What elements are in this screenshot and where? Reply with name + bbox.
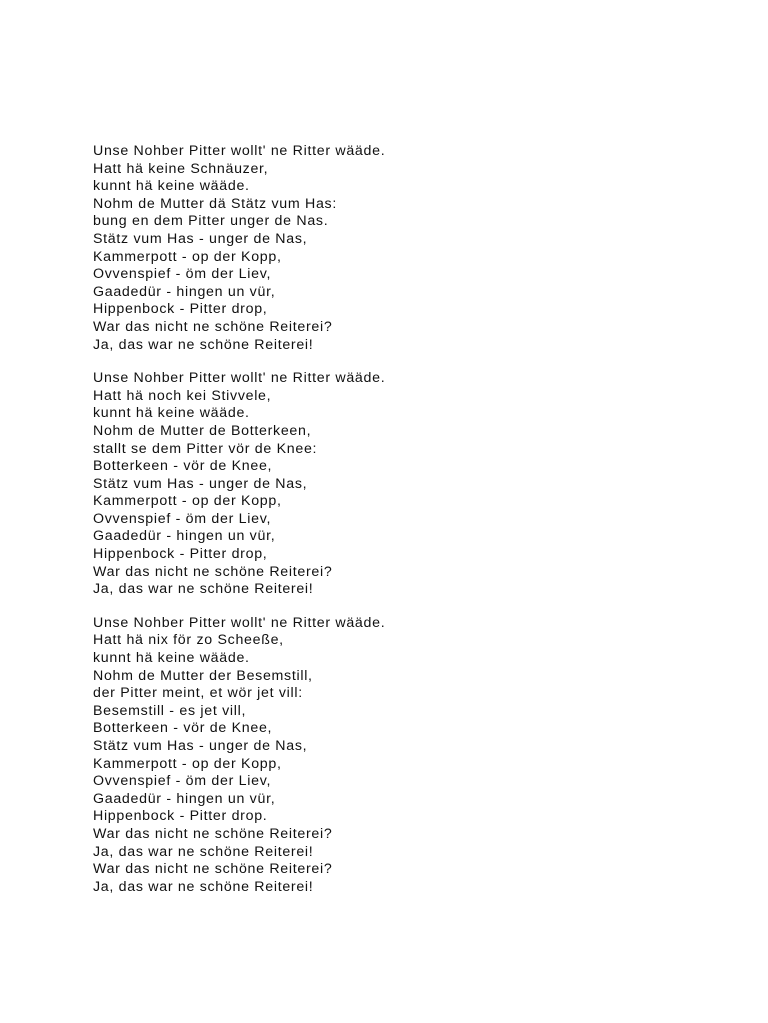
lyric-line: Nohm de Mutter der Besemstill, — [93, 667, 313, 684]
lyric-line: Unse Nohber Pitter wollt' ne Ritter wääde. — [93, 143, 386, 159]
lyric-line: Nohm de Mutter dä Stätz vum Has: — [93, 195, 337, 212]
lyric-line: Kammerpott - op der Kopp, — [93, 755, 282, 772]
lyric-line: Hippenbock - Pitter drop. — [93, 808, 268, 825]
lyric-line: Nohm de Mutter de Botterkeen, — [93, 422, 312, 439]
lyric-line: Unse Nohber Pitter wollt' ne Ritter wääde. — [93, 370, 386, 387]
lyric-line: Botterkeen - vör de Knee, — [93, 458, 273, 475]
lyric-line: kunnt hä keine wääde. — [93, 405, 250, 422]
lyric-line: Stätz vum Has - unger de Nas, — [93, 230, 308, 247]
lyric-line: War das nicht ne schöne Reiterei? — [93, 825, 333, 842]
lyric-line: Ovvenspief - öm der Liev, — [93, 266, 272, 283]
lyric-line: Hippenbock - Pitter drop, — [93, 546, 268, 563]
stanza — [93, 143, 713, 354]
lyric-line: War das nicht ne schöne Reiterei? — [93, 318, 333, 335]
lyric-line: Gaadedür - hingen un vür, — [93, 790, 276, 807]
lyric-line: Hippenbock - Pitter drop, — [93, 301, 268, 318]
lyric-line: Besemstill - es jet vill, — [93, 702, 247, 719]
lyric-line: Hatt hä nix för zo Scheeße, — [93, 632, 284, 649]
lyric-line: bung en dem Pitter unger de Nas. — [93, 213, 329, 230]
lyric-line: Botterkeen - vör de Knee, — [93, 720, 273, 737]
lyric-line: Ja, das war ne schöne Reiterei! — [93, 843, 314, 860]
lyric-line: Hatt hä noch kei Stivvele, — [93, 387, 272, 404]
stanza — [93, 615, 713, 897]
lyric-line: der Pitter meint, et wör jet vill: — [93, 685, 303, 702]
stanza — [93, 370, 713, 599]
lyric-line: Unse Nohber Pitter wollt' ne Ritter wääde. — [93, 614, 386, 631]
lyric-line: Stätz vum Has - unger de Nas, — [93, 738, 308, 754]
lyric-line: kunnt hä keine wääde. — [93, 178, 250, 195]
lyric-line: Ovvenspief - öm der Liev, — [93, 510, 272, 527]
lyric-line: Ja, das war ne schöne Reiterei! — [93, 878, 314, 895]
lyric-line: Kammerpott - op der Kopp, — [93, 493, 282, 510]
lyric-line: Gaadedür - hingen un vür, — [93, 283, 276, 300]
lyric-line: Hatt hä keine Schnäuzer, — [93, 160, 269, 177]
lyric-line: Ja, das war ne schöne Reiterei! — [93, 581, 314, 598]
lyrics-text — [93, 143, 713, 912]
lyric-line: Kammerpott - op der Kopp, — [93, 248, 282, 265]
lyric-line: Gaadedür - hingen un vür, — [93, 528, 276, 545]
lyric-line: War das nicht ne schöne Reiterei? — [93, 861, 333, 878]
lyric-line: War das nicht ne schöne Reiterei? — [93, 563, 333, 580]
lyric-line: Ja, das war ne schöne Reiterei! — [93, 336, 314, 353]
lyric-line: kunnt hä keine wääde. — [93, 650, 250, 667]
lyric-line: Stätz vum Has - unger de Nas, — [93, 475, 308, 492]
lyric-line: Ovvenspief - öm der Liev, — [93, 773, 272, 790]
lyric-line: stallt se dem Pitter vör de Knee: — [93, 440, 318, 457]
